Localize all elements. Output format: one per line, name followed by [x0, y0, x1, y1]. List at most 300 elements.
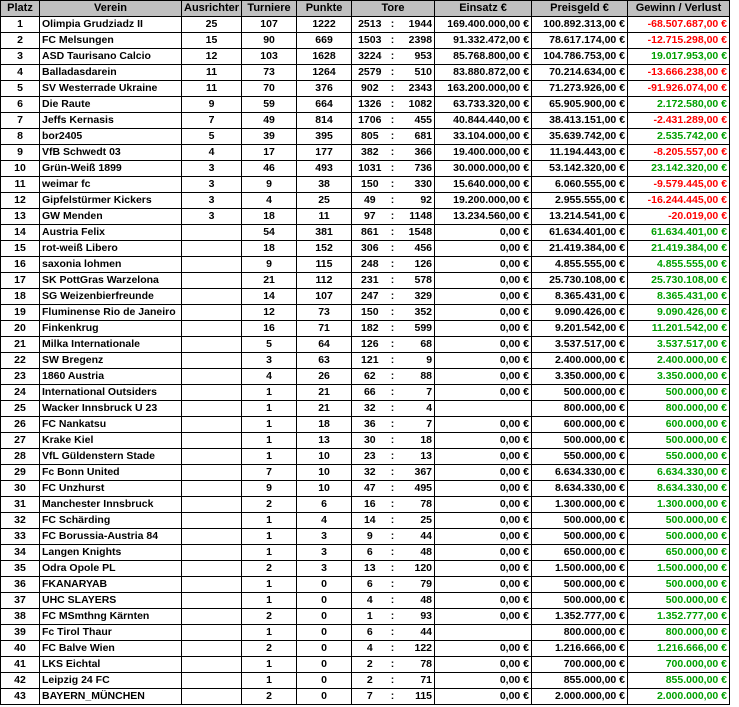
cell-turniere[interactable]: 9	[242, 481, 297, 497]
cell-tore-for[interactable]: 32	[352, 465, 388, 481]
cell-punkte[interactable]: 10	[297, 449, 352, 465]
cell-ausrichter[interactable]	[182, 609, 242, 625]
table-row[interactable]	[1, 577, 730, 593]
cell-einsatz[interactable]: 0,00 €	[435, 465, 532, 481]
table-row[interactable]	[1, 401, 730, 417]
cell-verein[interactable]: Wacker Innsbruck U 23	[40, 401, 182, 417]
cell-gewinn[interactable]: 600.000,00 €	[628, 417, 730, 433]
cell-punkte[interactable]: 664	[297, 97, 352, 113]
cell-tore-against[interactable]: 122	[398, 641, 435, 657]
cell-tore-against[interactable]: 44	[398, 625, 435, 641]
cell-einsatz[interactable]: 0,00 €	[435, 481, 532, 497]
cell-ausrichter[interactable]	[182, 433, 242, 449]
table-row[interactable]	[1, 17, 730, 33]
table-row[interactable]	[1, 561, 730, 577]
cell-preisgeld[interactable]: 2.955.555,00 €	[532, 193, 628, 209]
cell-ausrichter[interactable]	[182, 657, 242, 673]
cell-verein[interactable]: FC MSmthng Kärnten	[40, 609, 182, 625]
cell-gewinn[interactable]: -91.926.074,00 €	[628, 81, 730, 97]
cell-tore-for[interactable]: 32	[352, 401, 388, 417]
cell-tore-against[interactable]: 455	[398, 113, 435, 129]
cell-tore-against[interactable]: 126	[398, 257, 435, 273]
cell-verein[interactable]: bor2405	[40, 129, 182, 145]
cell-gewinn[interactable]: 3.350.000,00 €	[628, 369, 730, 385]
cell-punkte[interactable]: 10	[297, 465, 352, 481]
table-row[interactable]	[1, 689, 730, 705]
cell-preisgeld[interactable]: 6.634.330,00 €	[532, 465, 628, 481]
cell-punkte[interactable]: 3	[297, 561, 352, 577]
cell-turniere[interactable]: 2	[242, 689, 297, 705]
cell-platz[interactable]: 24	[1, 385, 40, 401]
cell-punkte[interactable]: 0	[297, 641, 352, 657]
table-row[interactable]	[1, 177, 730, 193]
cell-punkte[interactable]: 3	[297, 529, 352, 545]
cell-ausrichter[interactable]	[182, 465, 242, 481]
cell-turniere[interactable]: 14	[242, 289, 297, 305]
cell-punkte[interactable]: 21	[297, 385, 352, 401]
cell-tore-for[interactable]: 66	[352, 385, 388, 401]
cell-punkte[interactable]: 64	[297, 337, 352, 353]
cell-punkte[interactable]: 112	[297, 273, 352, 289]
cell-platz[interactable]: 30	[1, 481, 40, 497]
cell-preisgeld[interactable]: 2.400.000,00 €	[532, 353, 628, 369]
cell-verein[interactable]: FC Unzhurst	[40, 481, 182, 497]
cell-platz[interactable]: 21	[1, 337, 40, 353]
cell-einsatz[interactable]: 13.234.560,00 €	[435, 209, 532, 225]
cell-tore-for[interactable]: 231	[352, 273, 388, 289]
cell-ausrichter[interactable]	[182, 529, 242, 545]
cell-ausrichter[interactable]: 4	[182, 145, 242, 161]
cell-turniere[interactable]: 1	[242, 577, 297, 593]
cell-preisgeld[interactable]: 1.352.777,00 €	[532, 609, 628, 625]
cell-verein[interactable]: FC Melsungen	[40, 33, 182, 49]
cell-ausrichter[interactable]: 3	[182, 161, 242, 177]
cell-preisgeld[interactable]: 500.000,00 €	[532, 593, 628, 609]
cell-einsatz[interactable]: 0,00 €	[435, 369, 532, 385]
cell-platz[interactable]: 28	[1, 449, 40, 465]
cell-punkte[interactable]: 3	[297, 545, 352, 561]
cell-gewinn[interactable]: 500.000,00 €	[628, 593, 730, 609]
cell-einsatz[interactable]: 0,00 €	[435, 561, 532, 577]
cell-verein[interactable]: Finkenkrug	[40, 321, 182, 337]
cell-preisgeld[interactable]: 500.000,00 €	[532, 433, 628, 449]
cell-turniere[interactable]: 59	[242, 97, 297, 113]
cell-preisgeld[interactable]: 600.000,00 €	[532, 417, 628, 433]
cell-platz[interactable]: 4	[1, 65, 40, 81]
cell-tore-against[interactable]: 736	[398, 161, 435, 177]
cell-ausrichter[interactable]	[182, 561, 242, 577]
cell-verein[interactable]: BAYERN_MÜNCHEN	[40, 689, 182, 705]
col-header-einsatz[interactable]: Einsatz €	[435, 1, 532, 17]
cell-punkte[interactable]: 0	[297, 689, 352, 705]
cell-turniere[interactable]: 1	[242, 657, 297, 673]
cell-tore-against[interactable]: 495	[398, 481, 435, 497]
cell-turniere[interactable]: 18	[242, 209, 297, 225]
cell-platz[interactable]: 34	[1, 545, 40, 561]
table-row[interactable]	[1, 657, 730, 673]
cell-verein[interactable]: Die Raute	[40, 97, 182, 113]
cell-einsatz[interactable]	[435, 625, 532, 641]
cell-punkte[interactable]: 1264	[297, 65, 352, 81]
cell-turniere[interactable]: 49	[242, 113, 297, 129]
table-row[interactable]	[1, 369, 730, 385]
cell-ausrichter[interactable]	[182, 337, 242, 353]
cell-gewinn[interactable]: 500.000,00 €	[628, 577, 730, 593]
cell-gewinn[interactable]: 2.400.000,00 €	[628, 353, 730, 369]
cell-platz[interactable]: 9	[1, 145, 40, 161]
cell-einsatz[interactable]: 0,00 €	[435, 337, 532, 353]
cell-preisgeld[interactable]: 8.634.330,00 €	[532, 481, 628, 497]
cell-tore-for[interactable]: 2513	[352, 17, 388, 33]
cell-gewinn[interactable]: 21.419.384,00 €	[628, 241, 730, 257]
cell-verein[interactable]: FC Borussia-Austria 84	[40, 529, 182, 545]
col-header-preisgeld[interactable]: Preisgeld €	[532, 1, 628, 17]
cell-einsatz[interactable]: 0,00 €	[435, 657, 532, 673]
cell-einsatz[interactable]: 169.400.000,00 €	[435, 17, 532, 33]
cell-einsatz[interactable]: 0,00 €	[435, 689, 532, 705]
cell-tore-for[interactable]: 9	[352, 529, 388, 545]
cell-tore-for[interactable]: 6	[352, 625, 388, 641]
cell-gewinn[interactable]: 3.537.517,00 €	[628, 337, 730, 353]
cell-tore-against[interactable]: 78	[398, 497, 435, 513]
cell-einsatz[interactable]: 30.000.000,00 €	[435, 161, 532, 177]
cell-ausrichter[interactable]	[182, 369, 242, 385]
cell-tore-against[interactable]: 1944	[398, 17, 435, 33]
table-row[interactable]	[1, 337, 730, 353]
cell-preisgeld[interactable]: 700.000,00 €	[532, 657, 628, 673]
cell-ausrichter[interactable]	[182, 513, 242, 529]
cell-einsatz[interactable]: 0,00 €	[435, 641, 532, 657]
cell-gewinn[interactable]: 2.172.580,00 €	[628, 97, 730, 113]
cell-ausrichter[interactable]	[182, 241, 242, 257]
cell-platz[interactable]: 36	[1, 577, 40, 593]
cell-gewinn[interactable]: 855.000,00 €	[628, 673, 730, 689]
col-header-turniere[interactable]: Turniere	[242, 1, 297, 17]
cell-einsatz[interactable]: 19.200.000,00 €	[435, 193, 532, 209]
cell-tore-against[interactable]: 78	[398, 657, 435, 673]
table-row[interactable]	[1, 641, 730, 657]
cell-tore-against[interactable]: 681	[398, 129, 435, 145]
cell-ausrichter[interactable]	[182, 305, 242, 321]
table-row[interactable]	[1, 81, 730, 97]
col-header-verein[interactable]: Verein	[40, 1, 182, 17]
cell-punkte[interactable]: 38	[297, 177, 352, 193]
cell-platz[interactable]: 15	[1, 241, 40, 257]
cell-gewinn[interactable]: 500.000,00 €	[628, 385, 730, 401]
cell-ausrichter[interactable]	[182, 273, 242, 289]
cell-ausrichter[interactable]: 11	[182, 65, 242, 81]
cell-tore-against[interactable]: 2398	[398, 33, 435, 49]
cell-tore-for[interactable]: 7	[352, 689, 388, 705]
cell-punkte[interactable]: 0	[297, 625, 352, 641]
cell-tore-against[interactable]: 48	[398, 593, 435, 609]
cell-preisgeld[interactable]: 6.060.555,00 €	[532, 177, 628, 193]
cell-tore-for[interactable]: 247	[352, 289, 388, 305]
table-row[interactable]	[1, 193, 730, 209]
cell-turniere[interactable]: 1	[242, 401, 297, 417]
cell-ausrichter[interactable]: 25	[182, 17, 242, 33]
cell-preisgeld[interactable]: 650.000,00 €	[532, 545, 628, 561]
cell-turniere[interactable]: 73	[242, 65, 297, 81]
cell-gewinn[interactable]: -8.205.557,00 €	[628, 145, 730, 161]
cell-tore-for[interactable]: 30	[352, 433, 388, 449]
cell-preisgeld[interactable]: 1.216.666,00 €	[532, 641, 628, 657]
table-row[interactable]	[1, 321, 730, 337]
cell-platz[interactable]: 29	[1, 465, 40, 481]
cell-einsatz[interactable]: 0,00 €	[435, 257, 532, 273]
cell-tore-for[interactable]: 861	[352, 225, 388, 241]
col-header-gewinn[interactable]: Gewinn / Verlust	[628, 1, 730, 17]
cell-tore-against[interactable]: 92	[398, 193, 435, 209]
cell-tore-for[interactable]: 150	[352, 305, 388, 321]
table-row[interactable]	[1, 529, 730, 545]
cell-verein[interactable]: LKS Eichtal	[40, 657, 182, 673]
cell-punkte[interactable]: 63	[297, 353, 352, 369]
cell-ausrichter[interactable]: 3	[182, 177, 242, 193]
cell-punkte[interactable]: 493	[297, 161, 352, 177]
cell-ausrichter[interactable]	[182, 497, 242, 513]
cell-einsatz[interactable]: 91.332.472,00 €	[435, 33, 532, 49]
cell-verein[interactable]: Langen Knights	[40, 545, 182, 561]
cell-gewinn[interactable]: 25.730.108,00 €	[628, 273, 730, 289]
cell-tore-against[interactable]: 18	[398, 433, 435, 449]
cell-platz[interactable]: 33	[1, 529, 40, 545]
cell-tore-for[interactable]: 150	[352, 177, 388, 193]
cell-turniere[interactable]: 2	[242, 609, 297, 625]
cell-gewinn[interactable]: 650.000,00 €	[628, 545, 730, 561]
cell-verein[interactable]: Jeffs Kernasis	[40, 113, 182, 129]
cell-turniere[interactable]: 16	[242, 321, 297, 337]
cell-platz[interactable]: 37	[1, 593, 40, 609]
cell-gewinn[interactable]: 550.000,00 €	[628, 449, 730, 465]
cell-einsatz[interactable]: 0,00 €	[435, 385, 532, 401]
table-row[interactable]	[1, 33, 730, 49]
cell-verein[interactable]: Grün-Weiß 1899	[40, 161, 182, 177]
cell-verein[interactable]: FC Balve Wien	[40, 641, 182, 657]
cell-einsatz[interactable]: 0,00 €	[435, 241, 532, 257]
cell-gewinn[interactable]: 800.000,00 €	[628, 401, 730, 417]
cell-punkte[interactable]: 1222	[297, 17, 352, 33]
cell-ausrichter[interactable]	[182, 385, 242, 401]
table-row[interactable]	[1, 481, 730, 497]
cell-verein[interactable]: SG Weizenbierfreunde	[40, 289, 182, 305]
cell-platz[interactable]: 40	[1, 641, 40, 657]
cell-turniere[interactable]: 18	[242, 241, 297, 257]
cell-turniere[interactable]: 70	[242, 81, 297, 97]
table-row[interactable]	[1, 593, 730, 609]
cell-einsatz[interactable]: 0,00 €	[435, 449, 532, 465]
cell-einsatz[interactable]: 163.200.000,00 €	[435, 81, 532, 97]
cell-einsatz[interactable]: 85.768.800,00 €	[435, 49, 532, 65]
cell-platz[interactable]: 27	[1, 433, 40, 449]
cell-tore-against[interactable]: 2343	[398, 81, 435, 97]
table-row[interactable]	[1, 273, 730, 289]
cell-platz[interactable]: 7	[1, 113, 40, 129]
cell-platz[interactable]: 17	[1, 273, 40, 289]
cell-punkte[interactable]: 115	[297, 257, 352, 273]
cell-tore-against[interactable]: 953	[398, 49, 435, 65]
cell-tore-against[interactable]: 25	[398, 513, 435, 529]
cell-preisgeld[interactable]: 500.000,00 €	[532, 529, 628, 545]
cell-preisgeld[interactable]: 61.634.401,00 €	[532, 225, 628, 241]
cell-tore-for[interactable]: 306	[352, 241, 388, 257]
cell-tore-for[interactable]: 248	[352, 257, 388, 273]
cell-einsatz[interactable]: 0,00 €	[435, 609, 532, 625]
cell-tore-against[interactable]: 1082	[398, 97, 435, 113]
cell-platz[interactable]: 8	[1, 129, 40, 145]
cell-tore-against[interactable]: 9	[398, 353, 435, 369]
cell-verein[interactable]: GW Menden	[40, 209, 182, 225]
cell-gewinn[interactable]: 23.142.320,00 €	[628, 161, 730, 177]
cell-einsatz[interactable]: 0,00 €	[435, 545, 532, 561]
cell-einsatz[interactable]: 0,00 €	[435, 225, 532, 241]
cell-tore-for[interactable]: 49	[352, 193, 388, 209]
cell-tore-for[interactable]: 14	[352, 513, 388, 529]
col-header-platz[interactable]: Platz	[1, 1, 40, 17]
cell-platz[interactable]: 39	[1, 625, 40, 641]
table-row[interactable]	[1, 225, 730, 241]
cell-preisgeld[interactable]: 9.201.542,00 €	[532, 321, 628, 337]
cell-preisgeld[interactable]: 53.142.320,00 €	[532, 161, 628, 177]
table-row[interactable]	[1, 209, 730, 225]
col-header-tore[interactable]: Tore	[352, 1, 435, 17]
table-row[interactable]	[1, 385, 730, 401]
cell-verein[interactable]: Milka Internationale	[40, 337, 182, 353]
table-row[interactable]	[1, 625, 730, 641]
cell-tore-against[interactable]: 456	[398, 241, 435, 257]
cell-preisgeld[interactable]: 100.892.313,00 €	[532, 17, 628, 33]
cell-turniere[interactable]: 1	[242, 545, 297, 561]
cell-punkte[interactable]: 10	[297, 481, 352, 497]
cell-turniere[interactable]: 90	[242, 33, 297, 49]
cell-verein[interactable]: Fc Bonn United	[40, 465, 182, 481]
cell-turniere[interactable]: 1	[242, 625, 297, 641]
cell-ausrichter[interactable]: 15	[182, 33, 242, 49]
cell-preisgeld[interactable]: 500.000,00 €	[532, 513, 628, 529]
cell-ausrichter[interactable]	[182, 417, 242, 433]
cell-tore-for[interactable]: 121	[352, 353, 388, 369]
cell-tore-for[interactable]: 36	[352, 417, 388, 433]
cell-punkte[interactable]: 1628	[297, 49, 352, 65]
cell-tore-for[interactable]: 6	[352, 577, 388, 593]
cell-preisgeld[interactable]: 13.214.541,00 €	[532, 209, 628, 225]
cell-turniere[interactable]: 46	[242, 161, 297, 177]
cell-ausrichter[interactable]	[182, 689, 242, 705]
cell-punkte[interactable]: 71	[297, 321, 352, 337]
cell-preisgeld[interactable]: 65.905.900,00 €	[532, 97, 628, 113]
cell-ausrichter[interactable]	[182, 353, 242, 369]
cell-preisgeld[interactable]: 11.194.443,00 €	[532, 145, 628, 161]
table-row[interactable]	[1, 145, 730, 161]
cell-einsatz[interactable]: 0,00 €	[435, 305, 532, 321]
cell-turniere[interactable]: 17	[242, 145, 297, 161]
cell-turniere[interactable]: 1	[242, 449, 297, 465]
cell-turniere[interactable]: 12	[242, 305, 297, 321]
cell-ausrichter[interactable]	[182, 593, 242, 609]
cell-preisgeld[interactable]: 38.413.151,00 €	[532, 113, 628, 129]
cell-einsatz[interactable]: 0,00 €	[435, 289, 532, 305]
cell-verein[interactable]: 1860 Austria	[40, 369, 182, 385]
cell-gewinn[interactable]: 1.352.777,00 €	[628, 609, 730, 625]
cell-tore-for[interactable]: 47	[352, 481, 388, 497]
table-row[interactable]	[1, 545, 730, 561]
cell-verein[interactable]: ASD Taurisano Calcio	[40, 49, 182, 65]
cell-turniere[interactable]: 21	[242, 273, 297, 289]
cell-tore-against[interactable]: 7	[398, 417, 435, 433]
cell-verein[interactable]: Leipzig 24 FC	[40, 673, 182, 689]
cell-platz[interactable]: 31	[1, 497, 40, 513]
cell-einsatz[interactable]: 0,00 €	[435, 497, 532, 513]
cell-gewinn[interactable]: 11.201.542,00 €	[628, 321, 730, 337]
cell-ausrichter[interactable]	[182, 321, 242, 337]
cell-preisgeld[interactable]: 855.000,00 €	[532, 673, 628, 689]
cell-punkte[interactable]: 4	[297, 513, 352, 529]
cell-preisgeld[interactable]: 8.365.431,00 €	[532, 289, 628, 305]
cell-platz[interactable]: 18	[1, 289, 40, 305]
cell-tore-for[interactable]: 1031	[352, 161, 388, 177]
cell-preisgeld[interactable]: 9.090.426,00 €	[532, 305, 628, 321]
cell-einsatz[interactable]: 19.400.000,00 €	[435, 145, 532, 161]
cell-punkte[interactable]: 0	[297, 657, 352, 673]
cell-turniere[interactable]: 5	[242, 337, 297, 353]
cell-preisgeld[interactable]: 3.537.517,00 €	[532, 337, 628, 353]
cell-punkte[interactable]: 26	[297, 369, 352, 385]
table-row[interactable]	[1, 353, 730, 369]
cell-ausrichter[interactable]: 7	[182, 113, 242, 129]
cell-tore-for[interactable]: 62	[352, 369, 388, 385]
cell-punkte[interactable]: 0	[297, 593, 352, 609]
cell-tore-against[interactable]: 1148	[398, 209, 435, 225]
cell-einsatz[interactable]: 63.733.320,00 €	[435, 97, 532, 113]
cell-preisgeld[interactable]: 3.350.000,00 €	[532, 369, 628, 385]
cell-tore-against[interactable]: 330	[398, 177, 435, 193]
cell-einsatz[interactable]: 83.880.872,00 €	[435, 65, 532, 81]
cell-punkte[interactable]: 0	[297, 609, 352, 625]
cell-gewinn[interactable]: -16.244.445,00 €	[628, 193, 730, 209]
cell-platz[interactable]: 22	[1, 353, 40, 369]
cell-platz[interactable]: 13	[1, 209, 40, 225]
cell-turniere[interactable]: 4	[242, 369, 297, 385]
cell-turniere[interactable]: 39	[242, 129, 297, 145]
cell-verein[interactable]: International Outsiders	[40, 385, 182, 401]
cell-gewinn[interactable]: -12.715.298,00 €	[628, 33, 730, 49]
cell-tore-for[interactable]: 23	[352, 449, 388, 465]
cell-verein[interactable]: Krake Kiel	[40, 433, 182, 449]
cell-turniere[interactable]: 4	[242, 193, 297, 209]
cell-preisgeld[interactable]: 1.500.000,00 €	[532, 561, 628, 577]
cell-einsatz[interactable]: 0,00 €	[435, 417, 532, 433]
table-row[interactable]	[1, 97, 730, 113]
cell-tore-against[interactable]: 13	[398, 449, 435, 465]
cell-gewinn[interactable]: 19.017.953,00 €	[628, 49, 730, 65]
table-row[interactable]	[1, 417, 730, 433]
cell-tore-against[interactable]: 367	[398, 465, 435, 481]
cell-turniere[interactable]: 9	[242, 257, 297, 273]
cell-verein[interactable]: UHC SLAYERS	[40, 593, 182, 609]
cell-tore-for[interactable]: 3224	[352, 49, 388, 65]
cell-tore-against[interactable]: 510	[398, 65, 435, 81]
cell-ausrichter[interactable]	[182, 449, 242, 465]
cell-verein[interactable]: FKANARYAB	[40, 577, 182, 593]
cell-platz[interactable]: 41	[1, 657, 40, 673]
cell-platz[interactable]: 25	[1, 401, 40, 417]
cell-tore-against[interactable]: 115	[398, 689, 435, 705]
cell-tore-against[interactable]: 71	[398, 673, 435, 689]
cell-tore-against[interactable]: 352	[398, 305, 435, 321]
cell-turniere[interactable]: 7	[242, 465, 297, 481]
cell-turniere[interactable]: 2	[242, 561, 297, 577]
cell-tore-against[interactable]: 329	[398, 289, 435, 305]
